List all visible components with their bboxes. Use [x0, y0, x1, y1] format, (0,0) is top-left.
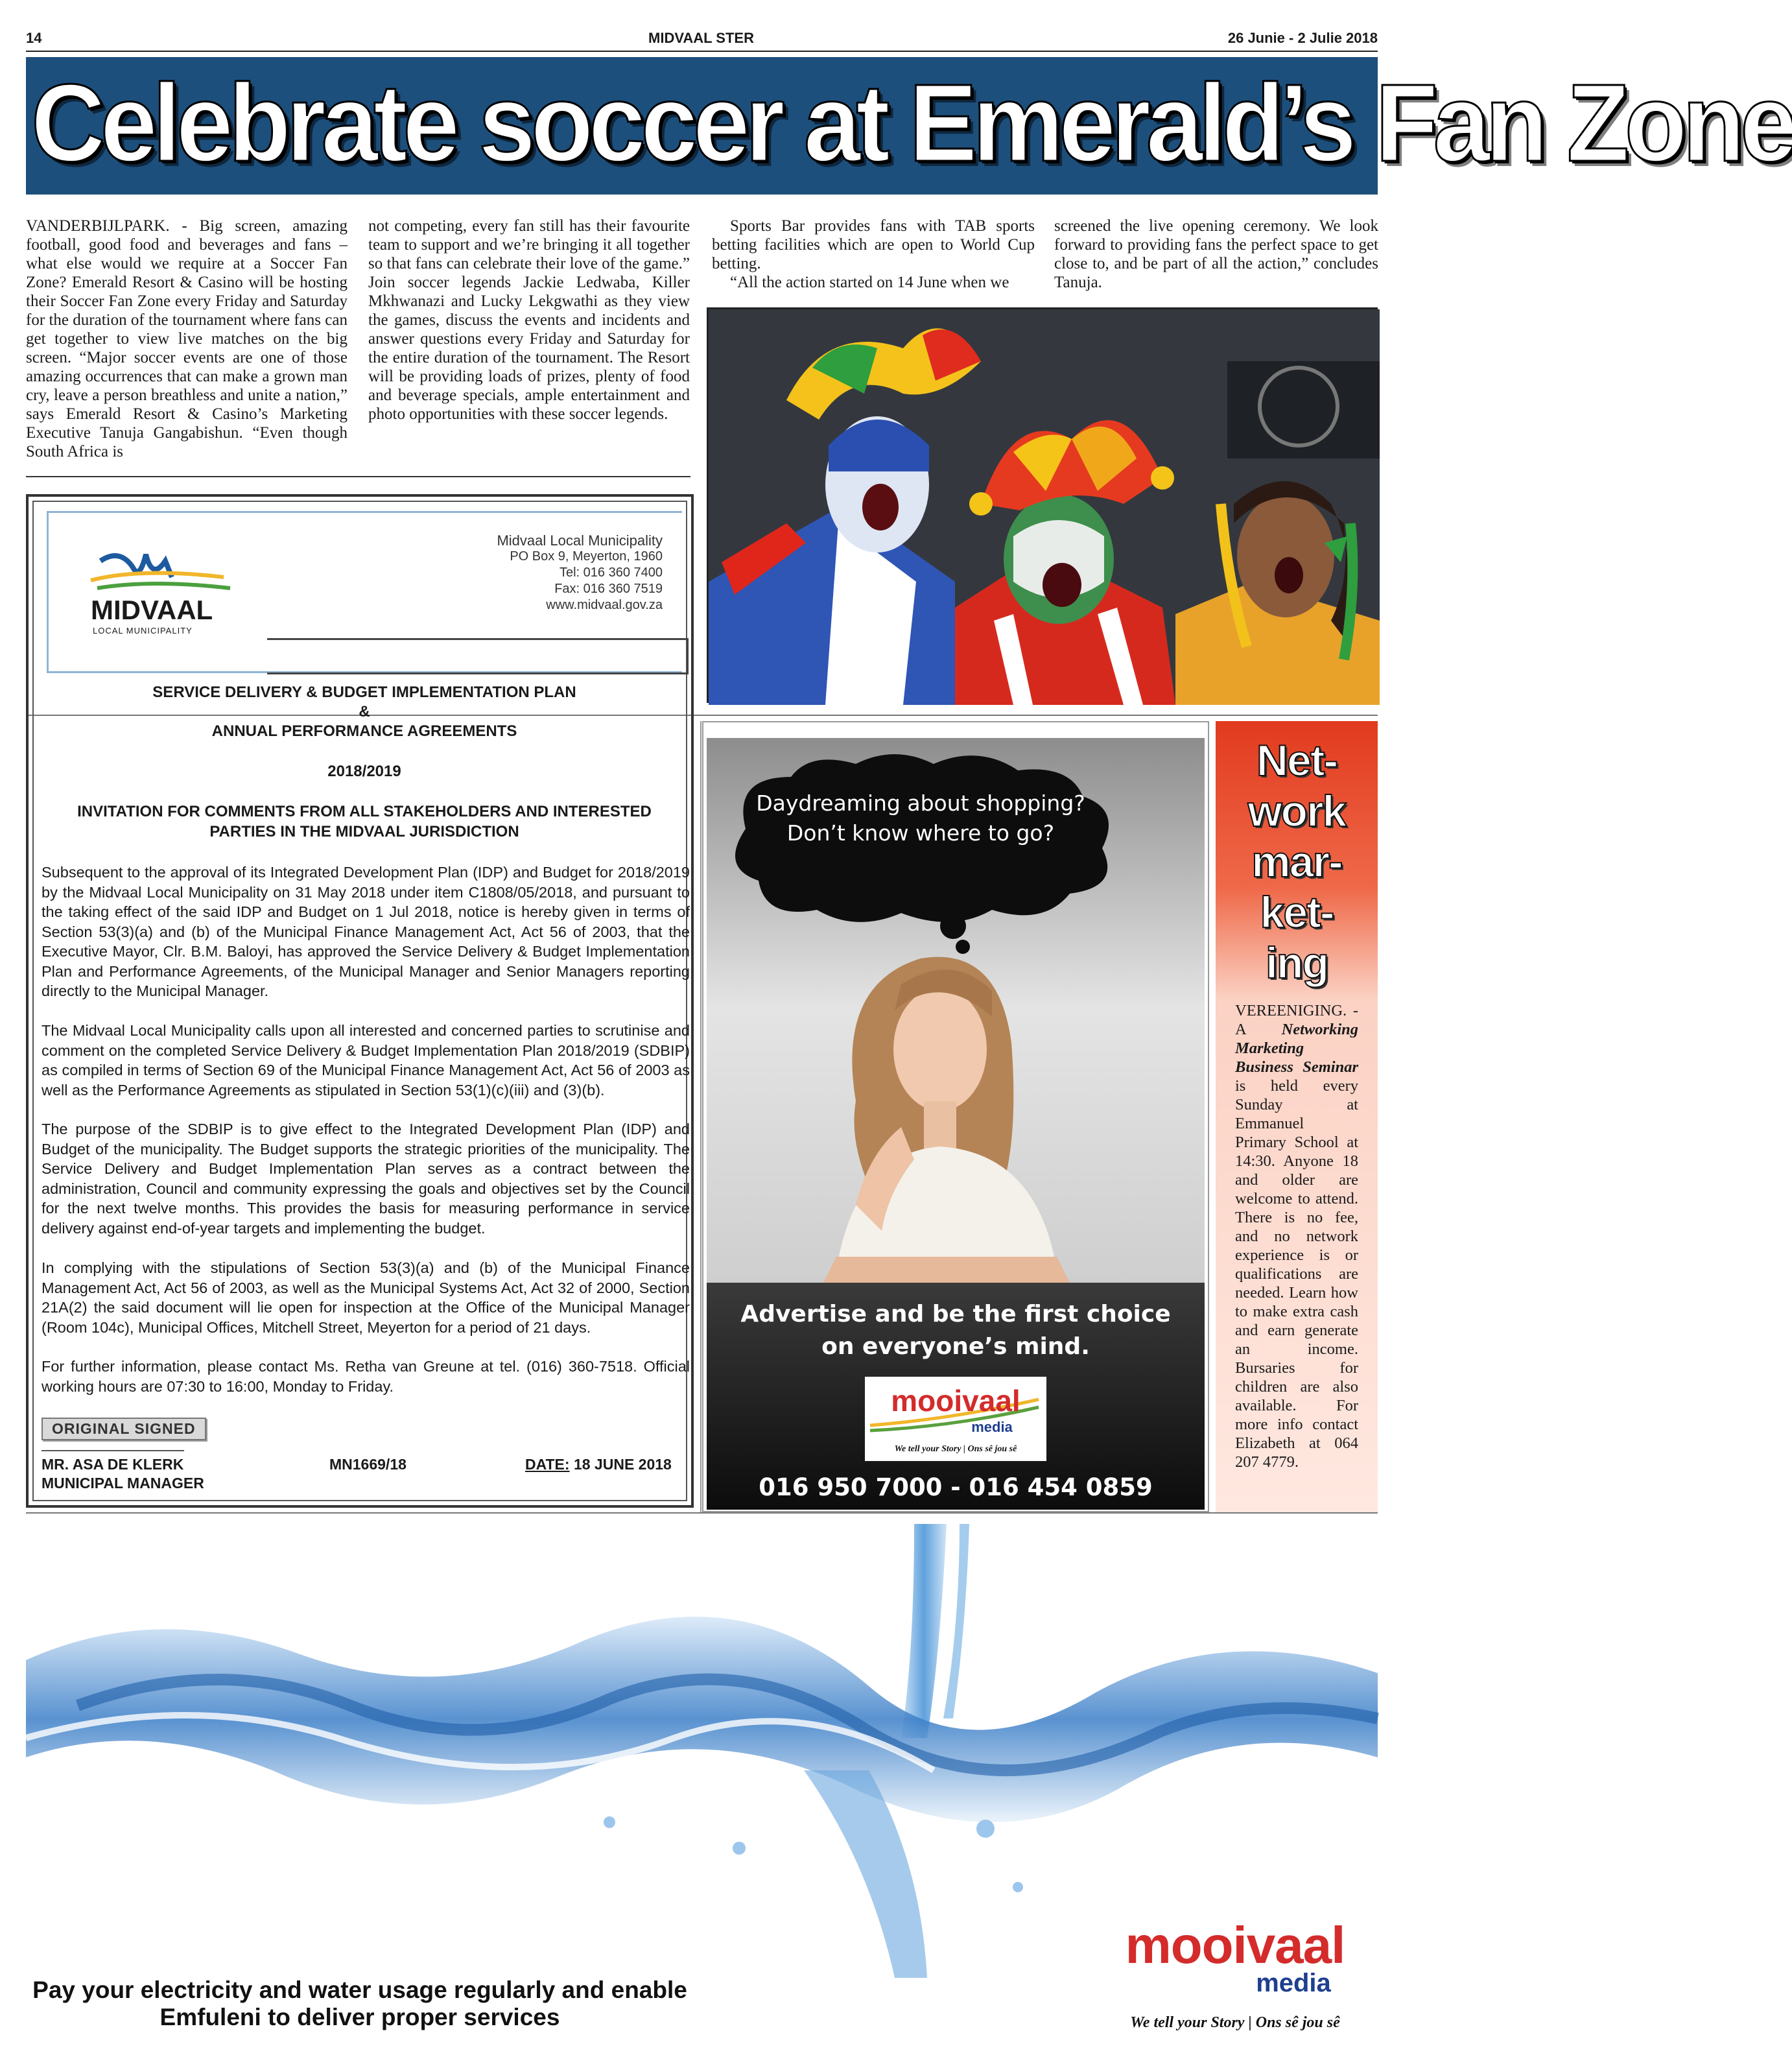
- sidebar-lead: VEREENIGING. - A: [1235, 1002, 1358, 1038]
- fans-photo: [707, 307, 1378, 703]
- tagline-line: Emfuleni to deliver proper services: [159, 2004, 560, 2030]
- sidebar-event: Networking Marketing Business Seminar: [1235, 1021, 1358, 1076]
- article-divider: [26, 476, 690, 477]
- article-column-4: [1054, 217, 1378, 292]
- article-column-2: [368, 217, 690, 423]
- title-line: ing: [1266, 938, 1328, 988]
- title-line: ket-: [1260, 888, 1334, 937]
- notice-paragraph: The purpose of the SDBIP is to give effect to the Integrated Development Plan (IDP) and Budget of the municipality. The Budget supports the strategic priorities of the municipality. The Service Delivery and Budget Implementation Plan serves as a contract between the administration, Council and community expressing the goals and objectives set by the Council for the next twelve months. This provides the basis for measuring performance in service delivery against end-of-year targets and implementing the budget.: [41, 1121, 690, 1237]
- article-text: “All the action started on 14 June when we: [730, 274, 1009, 291]
- headline-banner: [26, 57, 1792, 195]
- advert-artwork: [707, 738, 1205, 1510]
- notice-invitation: INVITATION FOR COMMENTS FROM ALL STAKEHOLDERS AND INTERESTED PARTIES IN THE MIDVAAL JURISDICTION: [77, 803, 652, 840]
- sidebar-text: [1235, 1001, 1358, 1471]
- article-text: VANDERBIJLPARK. - Big screen, amazing football, good food and beverages and fans – what else would we require at a Soccer Fan Zone? Emerald Resort & Casino will be hosting their Soccer Fan Zone every Friday and Saturday for the duration of the tournament where fans can get together to view live matches on the big screen. “Major soccer events are one of those amazing occurrences that can make a grown man cry, leave a person breathless and unite a nation,” says Emerald Resort & Casino’s Marketing Executive Tanuja Gangabishun. “Even though South Africa is: [26, 217, 348, 460]
- mooivaal-brand: [1096, 1916, 1374, 2032]
- mooivaal-tagline: We tell your Story | Ons sê jou sê: [1130, 2014, 1340, 2031]
- title-line: Net-: [1256, 736, 1338, 785]
- section-divider: [26, 1512, 1378, 1514]
- article-text: Sports Bar provides fans with TAB sports betting facilities which are open to World Cup betting.: [712, 217, 1035, 272]
- notice-paragraph: For further information, please contact Ms. Retha van Greune at tel. (016) 360-7518. Official working hours are 07:30 to 16:00, Monday to Friday.: [41, 1358, 690, 1395]
- notice-title-amp: &: [359, 703, 370, 720]
- notice-title: SERVICE DELIVERY & BUDGET IMPLEMENTATION PLAN: [152, 683, 576, 701]
- address-line: Tel: 016 360 7400: [559, 565, 663, 580]
- page-number: 14: [26, 30, 42, 46]
- article-column-1: [26, 217, 348, 461]
- date-value: 18 JUNE 2018: [573, 1456, 672, 1473]
- notice-paragraph: Subsequent to the approval of its Integrated Development Plan (IDP) and Budget for 2018/2019 by the Midvaal Local Municipality on 31 May 2018 under item C1808/05/2018, and pursuant to the taking effect of the said IDP and Budget on 1 Jul 2018, notice is hereby given in terms of Section 53(3)(a) and (b) of the Municipal Finance Management Act, Act 56 of 2003, that the Executive Mayor, Clr. B.M. Baloyi, has approved the Service Delivery & Budget Implementation Plan and Performance Agreements, of the Municipal Manager and Senior Managers reporting directly to the Municipal Manager.: [41, 864, 690, 999]
- advert-slogan: on everyone’s mind.: [821, 1333, 1090, 1360]
- notice-paragraph: The Midvaal Local Municipality calls upon all interested and concerned parties to scrutinise and comment on the completed Service Delivery & Budget Implementation Plan 2018/2019 (SDBIP) as compiled in terms of Section 69 of the Municipal Finance Management Act, Act 56 of 2003 as well as the Performance Agreements as stipulated in Section 53(1)(c)(iii) and (3)(b).: [41, 1022, 690, 1099]
- mooivaal-logo: mooivaal: [891, 1384, 1020, 1418]
- signatory-name: MR. ASA DE KLERK: [41, 1456, 184, 1473]
- bubble-text: Daydreaming about shopping?: [756, 790, 1085, 816]
- notice-title: ANNUAL PERFORMANCE AGREEMENTS: [211, 722, 517, 740]
- municipal-notice: [26, 494, 694, 1508]
- notice-date: [525, 1455, 672, 1474]
- midvaal-logo: [81, 541, 237, 639]
- address-line: PO Box 9, Meyerton, 1960: [510, 549, 663, 564]
- mooivaal-advert: [707, 738, 1205, 1510]
- issue-date: 26 Junie - 2 Julie 2018: [1227, 30, 1378, 46]
- article-text: not competing, every fan still has their favourite team to support and we’re bringing it all together so that fans can celebrate their love of the game.” Join soccer legends Jackie Ledwaba, Killer Mkhwanazi and Lucky Lekgwathi as they view the games, discuss the events and incidents and answer questions every Friday and Saturday for the entire duration of the tournament. The Resort will be providing loads of prizes, plenty of food and beverage specials, ample entertainment and photo opportunities with these soccer legends.: [368, 217, 690, 423]
- municipal-address: [497, 532, 663, 613]
- letterhead-rule: [267, 638, 689, 674]
- fans-illustration: [709, 309, 1380, 705]
- address-line[interactable]: www.midvaal.gov.za: [546, 598, 663, 612]
- running-head: [26, 26, 1378, 52]
- signatory-title: MUNICIPAL MANAGER: [41, 1475, 204, 1492]
- signatory: [41, 1455, 204, 1493]
- address-line: Midvaal Local Municipality: [497, 532, 663, 549]
- signed-stamp: ORIGINAL SIGNED: [41, 1418, 206, 1440]
- newspaper-name: MIDVAAL STER: [648, 30, 754, 46]
- sidebar-body: is held every Sunday at Emmanuel Primary School at 14:30. Anyone 18 and older are welcome to attend. There is no fee, and no network experience is or qualifications are needed. Learn how to make extra cash and earn generate an income. Bursaries for children are also available. For more info contact Elizabeth at 064 207 4779.: [1235, 1077, 1358, 1471]
- networking-sidebar: [1216, 721, 1378, 1512]
- title-line: mar-: [1251, 837, 1342, 886]
- date-label: DATE:: [525, 1456, 570, 1473]
- notice-reference: MN1669/18: [329, 1456, 407, 1473]
- notice-year: 2018/2019: [327, 763, 401, 780]
- article-column-3: [712, 217, 1035, 292]
- sidebar-title: [1216, 735, 1378, 988]
- logo-wordmark: MIDVAAL: [91, 595, 213, 625]
- article-text: screened the live opening ceremony. We look forward to providing fans the perfect space to get close to, and be part of all the action,” concludes Tanuja.: [1054, 217, 1378, 291]
- advert-slogan: Advertise and be the first choice: [740, 1301, 1171, 1327]
- address-line: Fax: 016 360 7519: [554, 582, 663, 596]
- title-line: work: [1247, 787, 1346, 836]
- mooivaal-tagline: We tell your Story | Ons sê jou sê: [894, 1444, 1017, 1454]
- logo-subtitle: LOCAL MUNICIPALITY: [93, 626, 193, 636]
- mooivaal-logo-sub: media: [971, 1419, 1013, 1435]
- bubble-text: Don’t know where to go?: [786, 820, 1055, 846]
- headline: Celebrate soccer at Emerald’s Fan Zone: [31, 62, 1792, 185]
- mooivaal-logo-sub: media: [1256, 1969, 1331, 1997]
- mooivaal-logo: mooivaal: [1125, 1916, 1345, 1974]
- water-advert-tagline: [26, 1977, 694, 2031]
- column-rule: [700, 721, 701, 1512]
- advert-phones: 016 950 7000 - 016 454 0859: [759, 1473, 1153, 1501]
- signature-line: [41, 1450, 184, 1451]
- notice-paragraph: In complying with the stipulations of Section 53(3)(a) and (b) of the Municipal Finance Management Act, Act 56 of 2003, as well as the Municipal Systems Act, Act 32 of 2000, Section 21A(2) the said document will lie open for inspection at the Office of the Municipal Manager (Room 104c), Municipal Offices, Mitchell Street, Meyerton for a period of 21 days.: [41, 1259, 690, 1336]
- tagline-line: Pay your electricity and water usage regularly and enable: [32, 1977, 687, 2003]
